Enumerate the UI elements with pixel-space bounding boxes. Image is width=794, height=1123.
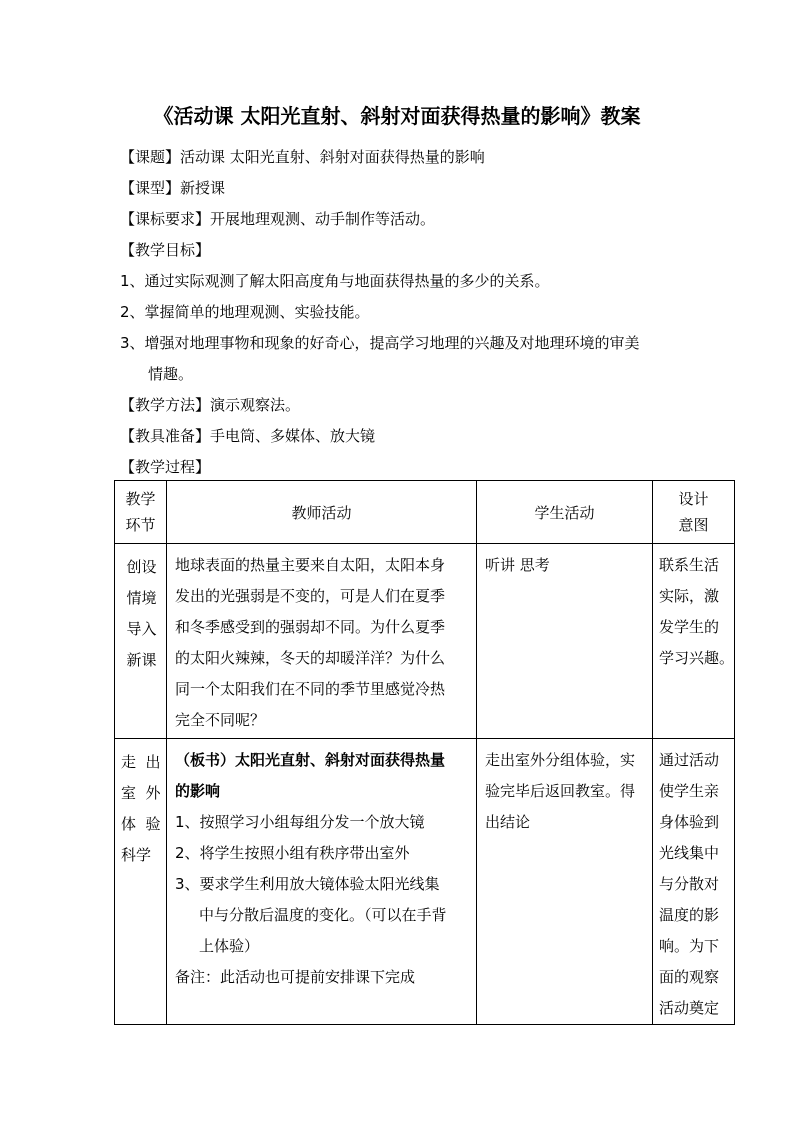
cell-line: 出结论 bbox=[485, 813, 531, 831]
curriculum-requirement-line: 【课标要求】开展地理观测、动手制作等活动。 bbox=[120, 210, 436, 228]
cell-line: 科学 bbox=[121, 846, 152, 864]
document-title: 《活动课 太阳光直射、斜射对面获得热量的影响》教案 bbox=[153, 104, 641, 128]
cell-line: 验完毕后返回教室。得 bbox=[485, 782, 636, 800]
student-activity-cell bbox=[477, 544, 653, 739]
design-intent-cell bbox=[653, 739, 735, 1025]
stage-cell bbox=[115, 739, 167, 1025]
lesson-type-line: 【课型】新授课 bbox=[120, 179, 226, 197]
note-line: 备注：此活动也可提前安排课下完成 bbox=[175, 968, 416, 986]
goal-3-continued: 情趣。 bbox=[148, 365, 194, 383]
cell-line: 发出的光强弱是不变的，可是人们在夏季 bbox=[175, 587, 446, 605]
teaching-method-line: 【教学方法】演示观察法。 bbox=[120, 396, 301, 414]
student-activity-cell bbox=[477, 739, 653, 1025]
goal-1: 1、通过实际观测了解太阳高度角与地面获得热量的多少的关系。 bbox=[120, 272, 550, 290]
cell-line: 地球表面的热量主要来自太阳，太阳本身 bbox=[175, 556, 446, 574]
cell-line: 体 验 bbox=[121, 815, 161, 833]
header-student-activity: 学生活动 bbox=[477, 481, 653, 544]
design-intent-cell bbox=[653, 544, 735, 739]
teaching-goals-heading: 【教学目标】 bbox=[120, 241, 211, 259]
cell-line: 室 外 bbox=[121, 784, 161, 802]
goal-3: 3、增强对地理事物和现象的好奇心，提高学习地理的兴趣及对地理环境的审美 bbox=[120, 334, 640, 352]
goal-2: 2、掌握简单的地理观测、实验技能。 bbox=[120, 303, 370, 321]
cell-line: 响。为下 bbox=[659, 937, 720, 955]
header-design-intent bbox=[653, 481, 735, 544]
stage-cell bbox=[115, 544, 167, 739]
cell-line: 使学生亲 bbox=[659, 782, 720, 800]
teacher-activity-cell bbox=[167, 739, 477, 1025]
blackboard-heading-continued: 的影响 bbox=[175, 782, 221, 800]
cell-line: 中与分散后温度的变化。（可以在手背 bbox=[199, 906, 447, 924]
table-row bbox=[115, 544, 735, 739]
cell-line: 发学生的 bbox=[659, 618, 720, 636]
cell-line: 同一个太阳我们在不同的季节里感觉冷热 bbox=[175, 680, 446, 698]
cell-line: 上体验） bbox=[199, 937, 260, 955]
teaching-process-heading: 【教学过程】 bbox=[120, 458, 211, 476]
cell-line: 导入 bbox=[126, 620, 157, 638]
cell-line: 的太阳火辣辣，冬天的却暖洋洋？为什么 bbox=[175, 649, 446, 667]
header-intent-line: 意图 bbox=[678, 516, 709, 534]
table-header-row bbox=[115, 481, 735, 544]
table-row bbox=[115, 739, 735, 1025]
topic-line: 【课题】活动课 太阳光直射、斜射对面获得热量的影响 bbox=[120, 148, 485, 166]
header-intent-line: 设计 bbox=[678, 490, 709, 508]
cell-line: 1、按照学习小组每组分发一个放大镜 bbox=[175, 813, 425, 831]
header-stage-line: 环节 bbox=[125, 516, 156, 534]
teaching-aids-line: 【教具准备】手电筒、多媒体、放大镜 bbox=[120, 427, 376, 445]
blackboard-heading: （板书）太阳光直射、斜射对面获得热量 bbox=[175, 751, 446, 769]
cell-line: 通过活动 bbox=[659, 751, 720, 769]
cell-line: 实际，激 bbox=[659, 587, 720, 605]
cell-line: 温度的影 bbox=[659, 906, 720, 924]
header-teacher-activity: 教师活动 bbox=[167, 481, 477, 544]
cell-line: 情境 bbox=[126, 589, 157, 607]
lesson-process-table bbox=[114, 480, 735, 1025]
cell-line: 活动奠定 bbox=[659, 999, 720, 1017]
header-stage bbox=[115, 481, 167, 544]
cell-line: 创设 bbox=[126, 558, 157, 576]
cell-line: 走 出 bbox=[121, 753, 161, 771]
cell-line: 2、将学生按照小组有秩序带出室外 bbox=[175, 844, 410, 862]
teacher-activity-cell bbox=[167, 544, 477, 739]
cell-line: 听讲 思考 bbox=[485, 556, 550, 574]
cell-line: 走出室外分组体验，实 bbox=[485, 751, 636, 769]
cell-line: 新课 bbox=[126, 651, 157, 669]
header-stage-line: 教学 bbox=[125, 490, 156, 508]
cell-line: 面的观察 bbox=[659, 968, 720, 986]
cell-line: 身体验到 bbox=[659, 813, 720, 831]
cell-line: 完全不同呢？ bbox=[175, 711, 266, 729]
cell-line: 3、要求学生利用放大镜体验太阳光线集 bbox=[175, 875, 440, 893]
cell-line: 光线集中 bbox=[659, 844, 720, 862]
cell-line: 学习兴趣。 bbox=[659, 649, 735, 667]
cell-line: 与分散对 bbox=[659, 875, 720, 893]
cell-line: 联系生活 bbox=[659, 556, 720, 574]
cell-line: 和冬季感受到的强弱却不同。为什么夏季 bbox=[175, 618, 446, 636]
